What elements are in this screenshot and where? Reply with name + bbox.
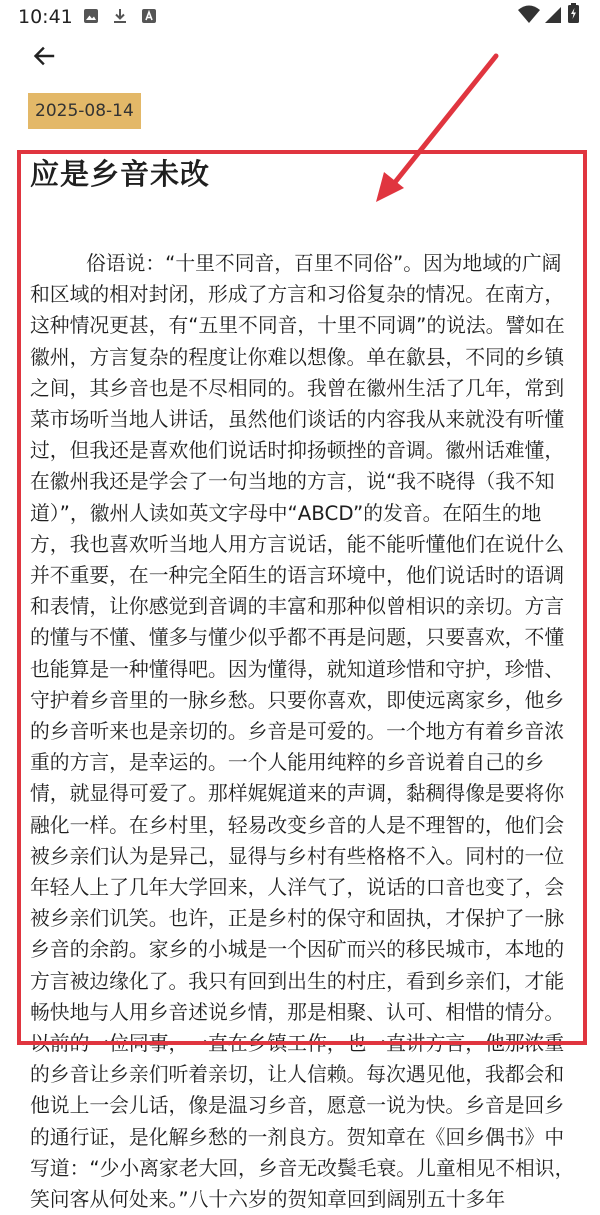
wifi-icon [518, 5, 540, 25]
text-icon [141, 8, 157, 24]
signal-icon [544, 6, 562, 24]
article-body: 俗语说：“十里不同音，百里不同俗”。因为地域的广阔和区域的相对封闭，形成了方言和习俗复杂的情况。在南方，这种情况更甚，有“五里不同音，十里不同调”的说法。譬如在徽州，方言复杂的程度让你难以想像。单在歙县，不同的乡镇之间，其乡音也是不尽相同的。我曾在徽州生活了几年，常到菜市场听当地人讲话，虽然他们谈话的内容我从来就没有听懂过，但我还是喜欢他们说话时抑扬顿挫的音调。徽州话难懂，在徽州我还是学会了一句当地的方言，说“我不晓得（我不知道）”，徽州人读如英文字母中“ABCD”的发音。在陌生的地方，我也喜欢听当地人用方言说话，能不能听懂他们在说什么并不重要，在一种完全陌生的语言环境中，他们说话时的语调和表情，让你感觉到音调的丰富和那种似曾相识的亲切。方言的懂与不懂、懂多与懂少似乎都不再是问题，只要喜欢，不懂也能算是一种懂得吧。因为懂得，就知道珍惜和守护，珍惜、守护着乡音里的一脉乡愁。只要你喜欢，即使远离家乡，他乡的乡音听来也是亲切的。乡音是可爱的。一个地方有着乡音浓重的方言，是幸运的。一个人能用纯粹的乡音说着自己的乡情，就显得可爱了。那样娓娓道来的声调，黏稠得像是要将你融化一样。在乡村里，轻易改变乡音的人是不理智的，他们会被乡亲们认为是异己，显得与乡村有些格格不入。同村的一位年轻人上了几年大学回来，人洋气了，说话的口音也变了，会被乡亲们讥笑。也许，正是乡村的保守和固执，才保护了一脉乡音的余韵。家乡的小城是一个因矿而兴的移民城市，本地的方言被边缘化了。我只有回到出生的村庄，看到乡亲们，才能畅快地与人用乡音述说乡情，那是相聚、认可、相惜的情分。以前的一位同事，一直在乡镇工作，也一直讲方言，他那浓重的乡音让乡亲们听着亲切，让人信赖。每次遇见他，我都会和他说上一会儿话，像是温习乡音，愿意一说为快。乡音是回乡的通行证，是化解乡愁的一剂良方。贺知章在《回乡偶书》中写道：“少小离家老大回，乡音无改鬓毛衰。儿童相见不相识，笑问客从何处来。”八十六岁的贺知章回到阔别五十多年 [30, 252, 575, 1212]
article-title: 应是乡音未改 [30, 157, 211, 191]
back-button[interactable] [24, 36, 64, 76]
status-time: 10:41 [18, 6, 73, 28]
download-icon [112, 8, 128, 24]
arrow-back-icon [32, 44, 56, 68]
date-badge: 2025-08-14 [28, 93, 141, 129]
battery-icon [568, 3, 579, 23]
article-content [30, 148, 575, 1212]
image-icon [83, 8, 99, 24]
status-bar [0, 0, 600, 34]
app-bar [0, 34, 600, 90]
